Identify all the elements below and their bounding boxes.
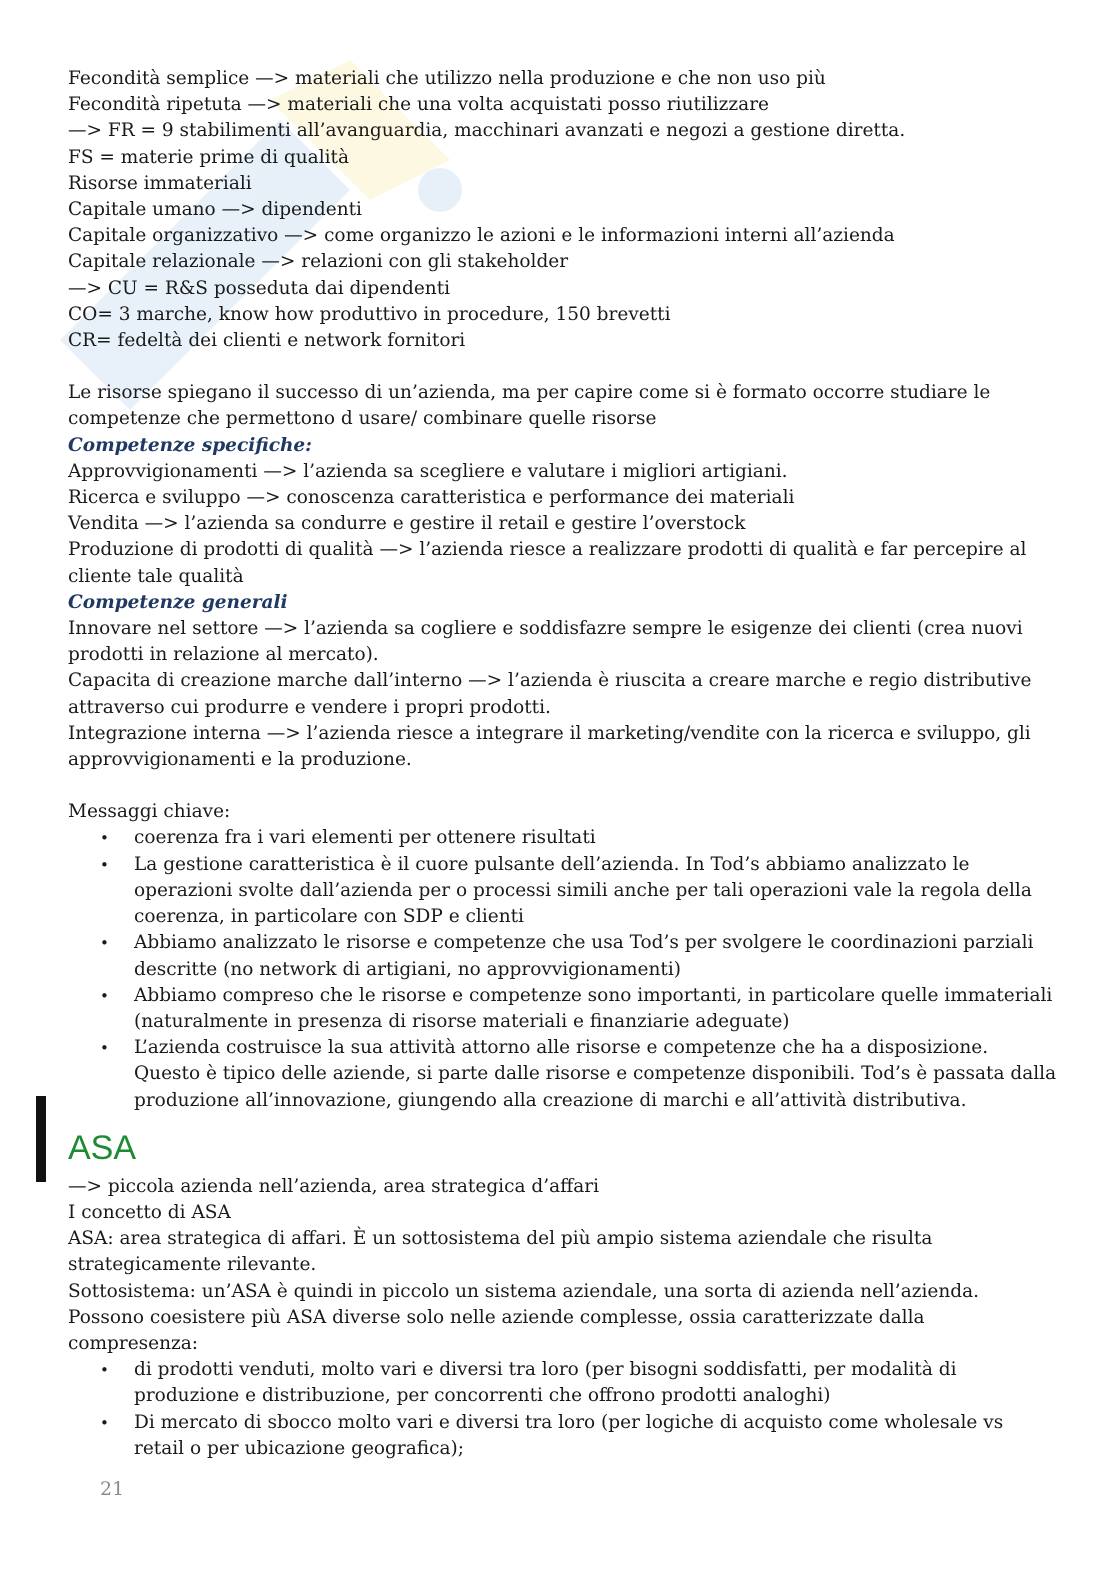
text-line: Fecondità semplice —> materiali che utilizzo nella produzione e che non uso più bbox=[68, 68, 826, 89]
text-line: —> FR = 9 stabilimenti all’avanguardia, macchinari avanzati e negozi a gestione diretta. bbox=[68, 120, 906, 142]
text-line: Fecondità ripetuta —> materiali che una volta acquistati posso riutilizzare bbox=[68, 94, 769, 116]
text-line: Capacita di creazione marche dall’interno —> l’azienda è riuscita a creare marche e regio distributive attraverso cui produrre e vendere i propri prodotti. bbox=[68, 670, 1032, 718]
page-content bbox=[68, 66, 1058, 1462]
section-bar-marker bbox=[36, 1096, 46, 1182]
text-line: I concetto di ASA bbox=[68, 1201, 231, 1223]
text-line: Sottosistema: un’ASA è quindi in piccolo un sistema aziendale, una sorta di azienda nell’azienda. bbox=[68, 1280, 979, 1302]
asa-section bbox=[68, 1122, 1058, 1174]
spacer bbox=[68, 773, 1058, 799]
key-messages-heading: Messaggi chiave: bbox=[68, 801, 231, 823]
text-line: Innovare nel settore —> l’azienda sa cogliere e soddisfazre sempre le esigenze dei clienti (crea nuovi prodotti in relazione al mercato). bbox=[68, 618, 1023, 666]
list-item: • di prodotti venduti, molto vari e diversi tra loro (per bisogni soddisfatti, per modalità di produzione e distribuzione, per concorrenti che offrono prodotti analoghi) bbox=[68, 1357, 1058, 1409]
text-line: Risorse immateriali bbox=[68, 172, 252, 194]
text-line: CR= fedeltà dei clienti e network fornitori bbox=[68, 330, 466, 352]
text-line: FS = materie prime di qualità bbox=[68, 146, 350, 168]
text-line: CO= 3 marche, know how produttivo in procedure, 150 brevetti bbox=[68, 303, 671, 325]
general-competences-heading: Competenze generali bbox=[68, 591, 288, 613]
specific-competences-heading: Competenze specifiche: bbox=[68, 434, 313, 456]
list-item: • coerenza fra i vari elementi per ottenere risultati bbox=[68, 825, 1058, 851]
text-line: Capitale organizzativo —> come organizzo le azioni e le informazioni interni all’azienda bbox=[68, 225, 895, 247]
section-title: ASA bbox=[68, 1128, 137, 1167]
intro-paragraph: Le risorse spiegano il successo di un’azienda, ma per capire come si è formato occorre studiare le competenze che permettono d usare/ combinare quelle risorse bbox=[68, 382, 991, 430]
text-line: —> piccola azienda nell’azienda, area strategica d’affari bbox=[68, 1175, 600, 1197]
text-line: Produzione di prodotti di qualità —> l’azienda riesce a realizzare prodotti di qualità e far percepire al cliente tale qualità bbox=[68, 539, 1027, 587]
list-item: • L’azienda costruisce la sua attività attorno alle risorse e competenze che ha a disposizione. Questo è tipico delle aziende, si parte dalle risorse e competenze disponibili. Tod’s è passata dalla produzione all’innovazione, giungendo alla creazione di marchi e all’attività distributiva. bbox=[68, 1035, 1058, 1114]
text-line: Ricerca e sviluppo —> conoscenza caratteristica e performance dei materiali bbox=[68, 487, 795, 509]
text-line: Integrazione interna —> l’azienda riesce a integrare il marketing/vendite con la ricerca e sviluppo, gli approvvigionamenti e la produzione. bbox=[68, 722, 1031, 771]
text-line: Possono coesistere più ASA diverse solo nelle aziende complesse, ossia caratterizzate dalla compresenza: bbox=[68, 1306, 925, 1354]
text-line: —> CU = R&S posseduta dai dipendenti bbox=[68, 277, 451, 299]
text-line: Vendita —> l’azienda sa condurre e gestire il retail e gestire l’overstock bbox=[68, 513, 746, 535]
resources-block bbox=[68, 66, 1058, 354]
text-line: ASA: area strategica di affari. È un sottosistema del più ampio sistema aziendale che risulta strategicamente rilevante. bbox=[68, 1228, 933, 1276]
list-item: • Abbiamo compreso che le risorse e competenze sono importanti, in particolare quelle immateriali (naturalmente in presenza di risorse materiali e finanziarie adeguate) bbox=[68, 983, 1058, 1035]
key-messages-list bbox=[68, 825, 1058, 1113]
spacer bbox=[68, 354, 1058, 380]
list-item: • La gestione caratteristica è il cuore pulsante dell’azienda. In Tod’s abbiamo analizzato le operazioni svolte dall’azienda per o processi simili anche per tali operazioni vale la regola della coerenza, in particolare con SDP e clienti bbox=[68, 852, 1058, 931]
page-number: 21 bbox=[100, 1478, 125, 1500]
list-item: • Di mercato di sbocco molto vari e diversi tra loro (per logiche di acquisto come wholesale vs retail o per ubicazione geografica); bbox=[68, 1410, 1058, 1462]
list-item: • Abbiamo analizzato le risorse e competenze che usa Tod’s per svolgere le coordinazioni parziali descritte (no network di artigiani, no approvvigionamenti) bbox=[68, 930, 1058, 982]
text-line: Approvvigionamenti —> l’azienda sa scegliere e valutare i migliori artigiani. bbox=[68, 460, 788, 482]
asa-list bbox=[68, 1357, 1058, 1462]
text-line: Capitale relazionale —> relazioni con gli stakeholder bbox=[68, 251, 569, 273]
text-line: Capitale umano —> dipendenti bbox=[68, 199, 362, 221]
